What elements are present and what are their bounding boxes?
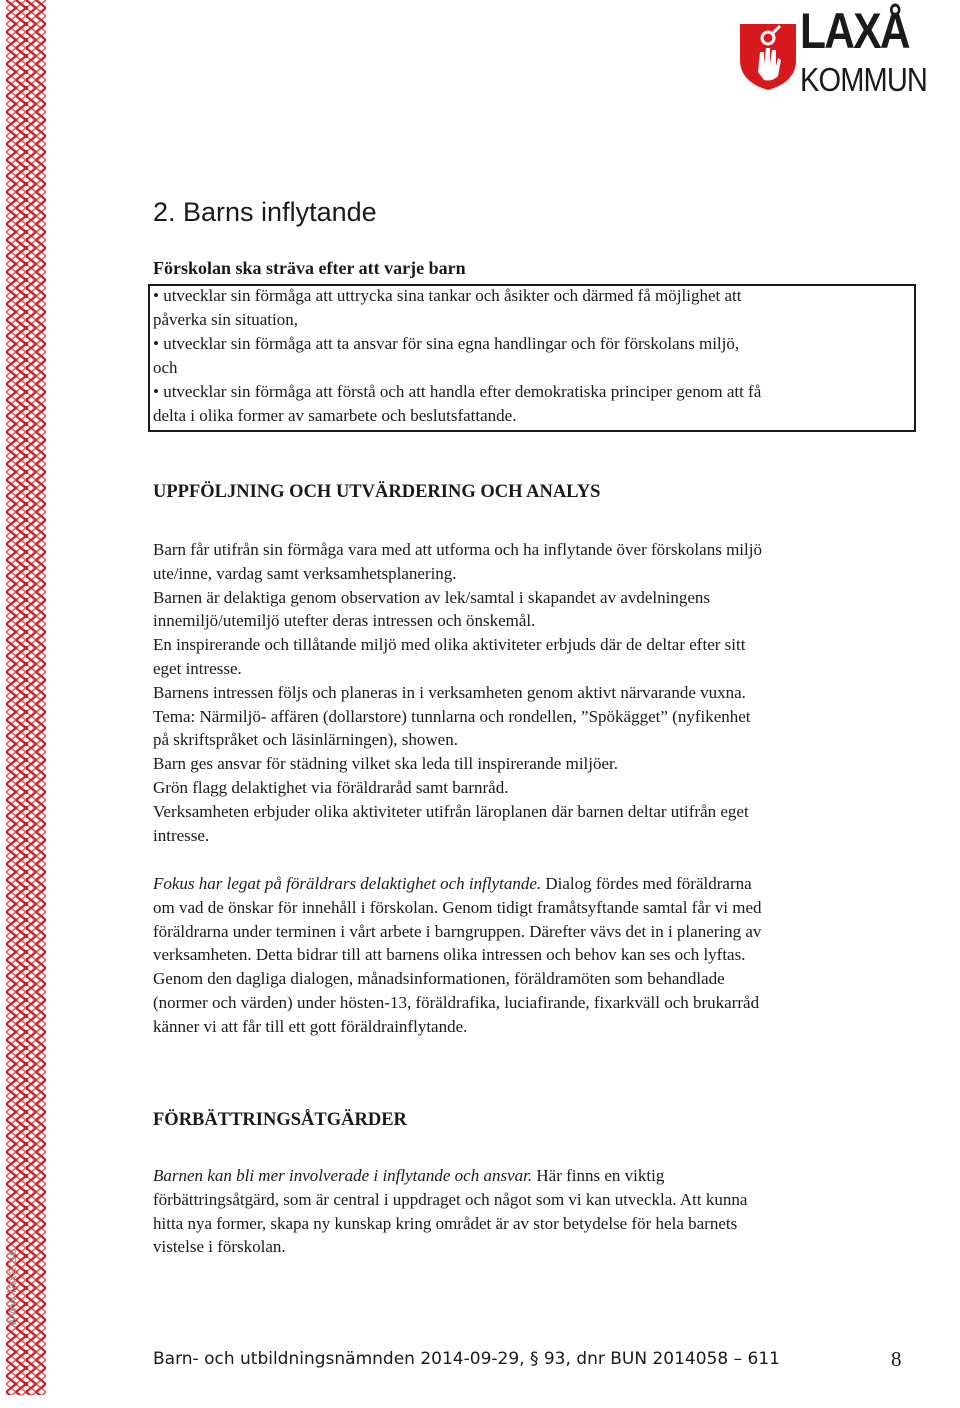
goals-list — [153, 284, 909, 428]
page-number: 8 — [891, 1347, 902, 1371]
body-line: verksamheten. Detta bidrar till att barnens olika intressen och behov kan ses och lyftas. — [153, 945, 746, 965]
coat-of-arms-icon — [738, 20, 798, 92]
body-line: Tema: Närmiljö- affären (dollarstore) tunnlarna och rondellen, ”Spökägget” (nyfikenhet — [153, 706, 751, 726]
body-line: eget intresse. — [153, 658, 242, 678]
body-line: vistelse i förskolan. — [153, 1237, 286, 1257]
goal-line: delta i olika former av samarbete och beslutsfattande. — [153, 406, 517, 425]
decorative-border — [6, 0, 46, 1395]
footer-text: Barn- och utbildningsnämnden 2014-09-29, § 93, dnr BUN 2014058 – 611 — [153, 1349, 780, 1369]
focus-rest: Dialog fördes med föräldrarna — [541, 874, 752, 893]
body-line: Verksamheten erbjuder olika aktiviteter utifrån läroplanen där barnen deltar utifrån eget — [153, 801, 749, 821]
body-line: Barnens intressen följs och planeras in i verksamheten genom aktivt närvarande vuxna. — [153, 682, 746, 702]
goal-line: och — [153, 358, 178, 377]
section-uppfoljning-body — [153, 538, 903, 847]
section-heading-uppfoljning: UPPFÖLJNING OCH UTVÄRDERING OCH ANALYS — [153, 482, 601, 502]
section-forbattring-body — [153, 1164, 903, 1259]
body-line: Barn får utifrån sin förmåga vara med att utforma och ha inflytande över förskolans miljö — [153, 540, 762, 559]
goals-heading: Förskolan ska sträva efter att varje barn — [153, 258, 466, 278]
page-title: 2. Barns inflytande — [153, 197, 377, 227]
body-line: Grön flagg delaktighet via föräldraråd samt barnråd. — [153, 777, 509, 797]
improvement-rest: Här finns en viktig — [532, 1166, 665, 1185]
body-line: (normer och värden) under hösten-13, föräldrafika, luciafirande, fixarkväll och brukarråd — [153, 992, 760, 1012]
side-url: www.laxa.se — [4, 1248, 19, 1326]
body-line: känner vi att får till ett gott föräldrainflytande. — [153, 1016, 468, 1036]
laxa-kommun-logo — [736, 2, 960, 102]
body-line: En inspirerande och tillåtande miljö med olika aktiviteter erbjuds där de deltar efter sitt — [153, 635, 746, 655]
body-line: Barn ges ansvar för städning vilket ska leda till inspirerande miljöer. — [153, 754, 619, 774]
focus-italic: Fokus har legat på föräldrars delaktighet och inflytande. — [153, 874, 542, 893]
focus-first-line — [153, 872, 903, 896]
goal-line: • utvecklar sin förmåga att ta ansvar för sina egna handlingar och för förskolans miljö, — [153, 334, 740, 353]
body-line: intresse. — [153, 825, 210, 845]
goal-line: • utvecklar sin förmåga att förstå och att handla efter demokratiska principer genom att få — [153, 382, 762, 401]
body-line: hitta nya former, skapa ny kunskap kring området är av stor betydelse för hela barnets — [153, 1213, 738, 1233]
body-line: Barnen är delaktiga genom observation av lek/samtal i skapandet av avdelningens — [153, 587, 711, 607]
focus-paragraph — [153, 872, 903, 1039]
body-line: innemiljö/utemiljö utefter deras intressen och önskemål. — [153, 611, 536, 631]
logo-name: LAXÅ — [800, 3, 909, 59]
improvement-italic: Barnen kan bli mer involverade i inflytande och ansvar. — [153, 1166, 533, 1185]
body-line: Genom den dagliga dialogen, månadsinformationen, föräldramöten som behandlade — [153, 969, 725, 989]
body-line: om vad de önskar för innehåll i förskolan. Genom tidigt framåtsyftande samtal får vi med — [153, 897, 762, 917]
body-line: ute/inne, vardag samt verksamhetsplanering. — [153, 563, 457, 583]
body-line: förbättringsåtgärd, som är central i uppdraget och något som vi kan utveckla. Att kunna — [153, 1189, 748, 1209]
section-heading-forbattring: FÖRBÄTTRINGSÅTGÄRDER — [153, 1110, 407, 1130]
logo-subtitle: KOMMUN — [800, 61, 928, 98]
body-line: på skriftspråket och läsinlärningen), showen. — [153, 730, 458, 750]
improvement-first-line — [153, 1164, 903, 1188]
goal-line: • utvecklar sin förmåga att uttrycka sina tankar och åsikter och därmed få möjlighet att — [153, 286, 742, 305]
body-line: föräldrarna under terminen i vårt arbete i barngruppen. Därefter vävs det in i planering av — [153, 921, 762, 941]
goal-line: påverka sin situation, — [153, 310, 298, 329]
